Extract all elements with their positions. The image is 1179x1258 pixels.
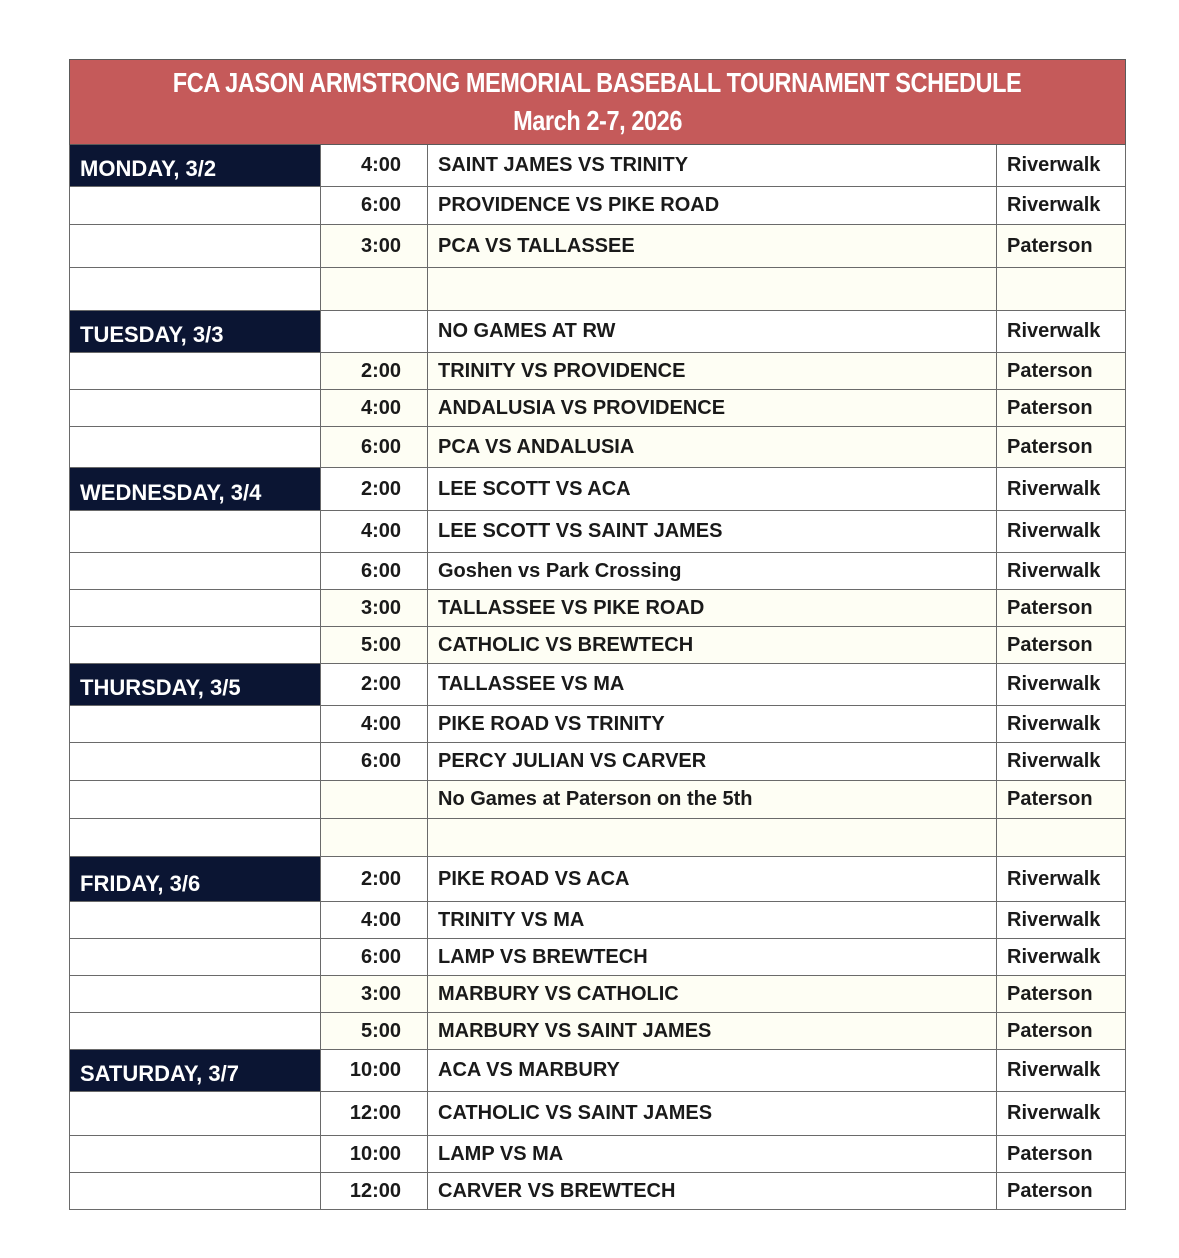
day-cell [69, 706, 320, 742]
matchup-cell [427, 819, 996, 856]
day-cell: FRIDAY, 3/6 [69, 857, 320, 901]
location-cell: Paterson [996, 390, 1126, 426]
schedule-table [69, 59, 1126, 1210]
time-cell: 10:00 [320, 1050, 427, 1091]
location-cell [996, 819, 1126, 856]
time-cell: 2:00 [320, 353, 427, 389]
matchup-cell: PCA VS TALLASSEE [427, 225, 996, 267]
day-cell [69, 590, 320, 626]
matchup-cell: CATHOLIC VS BREWTECH [427, 627, 996, 663]
matchup-cell [427, 268, 996, 310]
matchup-cell: LEE SCOTT VS ACA [427, 468, 996, 510]
matchup-cell: MARBURY VS CATHOLIC [427, 976, 996, 1012]
time-cell: 2:00 [320, 664, 427, 705]
time-cell: 2:00 [320, 857, 427, 901]
location-cell: Riverwalk [996, 468, 1126, 510]
matchup-cell: PERCY JULIAN VS CARVER [427, 743, 996, 780]
location-cell: Paterson [996, 781, 1126, 818]
time-cell: 12:00 [320, 1173, 427, 1209]
schedule-row [69, 939, 1126, 976]
time-cell: 5:00 [320, 1013, 427, 1049]
location-cell: Paterson [996, 627, 1126, 663]
location-cell: Riverwalk [996, 743, 1126, 780]
time-cell: 4:00 [320, 145, 427, 186]
matchup-cell: Goshen vs Park Crossing [427, 553, 996, 589]
location-cell: Paterson [996, 1173, 1126, 1209]
matchup-cell: CARVER VS BREWTECH [427, 1173, 996, 1209]
schedule-row [69, 390, 1126, 427]
schedule-row [69, 1136, 1126, 1173]
schedule-row [69, 706, 1126, 743]
matchup-cell: PIKE ROAD VS TRINITY [427, 706, 996, 742]
matchup-cell: NO GAMES AT RW [427, 311, 996, 352]
location-cell: Riverwalk [996, 511, 1126, 552]
schedule-row [69, 311, 1126, 353]
day-cell [69, 902, 320, 938]
day-cell: THURSDAY, 3/5 [69, 664, 320, 705]
day-cell [69, 511, 320, 552]
schedule-row [69, 1092, 1126, 1136]
location-cell: Paterson [996, 353, 1126, 389]
location-cell: Riverwalk [996, 311, 1126, 352]
time-cell: 5:00 [320, 627, 427, 663]
time-cell: 3:00 [320, 590, 427, 626]
location-cell: Paterson [996, 1136, 1126, 1172]
time-cell: 6:00 [320, 553, 427, 589]
schedule-row [69, 590, 1126, 627]
day-cell: TUESDAY, 3/3 [69, 311, 320, 352]
time-cell: 4:00 [320, 902, 427, 938]
day-cell [69, 225, 320, 267]
schedule-row [69, 857, 1126, 902]
time-cell: 2:00 [320, 468, 427, 510]
matchup-cell: PCA VS ANDALUSIA [427, 427, 996, 467]
matchup-cell: LEE SCOTT VS SAINT JAMES [427, 511, 996, 552]
time-cell: 6:00 [320, 939, 427, 975]
day-cell [69, 1173, 320, 1209]
location-cell: Riverwalk [996, 553, 1126, 589]
time-cell: 10:00 [320, 1136, 427, 1172]
location-cell: Riverwalk [996, 1092, 1126, 1135]
day-cell [69, 819, 320, 856]
time-cell: 4:00 [320, 390, 427, 426]
schedule-row [69, 468, 1126, 511]
schedule-rows [69, 145, 1126, 1210]
schedule-row [69, 427, 1126, 468]
day-cell: MONDAY, 3/2 [69, 145, 320, 186]
schedule-row [69, 187, 1126, 225]
schedule-row [69, 225, 1126, 268]
time-cell: 6:00 [320, 743, 427, 780]
matchup-cell: MARBURY VS SAINT JAMES [427, 1013, 996, 1049]
schedule-row [69, 1050, 1126, 1092]
day-cell [69, 743, 320, 780]
location-cell: Paterson [996, 976, 1126, 1012]
matchup-cell: ACA VS MARBURY [427, 1050, 996, 1091]
day-cell [69, 553, 320, 589]
location-cell: Riverwalk [996, 902, 1126, 938]
schedule-row [69, 781, 1126, 819]
day-cell: WEDNESDAY, 3/4 [69, 468, 320, 510]
day-cell [69, 1136, 320, 1172]
day-cell [69, 427, 320, 467]
matchup-cell: TALLASSEE VS MA [427, 664, 996, 705]
schedule-row [69, 511, 1126, 553]
day-cell [69, 781, 320, 818]
schedule-row [69, 268, 1126, 311]
time-cell: 12:00 [320, 1092, 427, 1135]
location-cell: Paterson [996, 427, 1126, 467]
matchup-cell: LAMP VS MA [427, 1136, 996, 1172]
day-cell [69, 1013, 320, 1049]
schedule-date-range: March 2-7, 2026 [513, 105, 682, 136]
schedule-row [69, 145, 1126, 187]
time-cell [320, 819, 427, 856]
time-cell [320, 311, 427, 352]
matchup-cell: CATHOLIC VS SAINT JAMES [427, 1092, 996, 1135]
schedule-row [69, 743, 1126, 781]
location-cell: Riverwalk [996, 145, 1126, 186]
schedule-row [69, 819, 1126, 857]
day-cell [69, 390, 320, 426]
location-cell: Riverwalk [996, 187, 1126, 224]
matchup-cell: ANDALUSIA VS PROVIDENCE [427, 390, 996, 426]
time-cell: 3:00 [320, 225, 427, 267]
day-cell: SATURDAY, 3/7 [69, 1050, 320, 1091]
matchup-cell: SAINT JAMES VS TRINITY [427, 145, 996, 186]
location-cell [996, 268, 1126, 310]
schedule-row [69, 1013, 1126, 1050]
matchup-cell: PIKE ROAD VS ACA [427, 857, 996, 901]
location-cell: Riverwalk [996, 706, 1126, 742]
matchup-cell: LAMP VS BREWTECH [427, 939, 996, 975]
day-cell [69, 268, 320, 310]
location-cell: Paterson [996, 1013, 1126, 1049]
day-cell [69, 976, 320, 1012]
schedule-row [69, 627, 1126, 664]
location-cell: Paterson [996, 590, 1126, 626]
time-cell: 6:00 [320, 427, 427, 467]
matchup-cell: TRINITY VS PROVIDENCE [427, 353, 996, 389]
matchup-cell: No Games at Paterson on the 5th [427, 781, 996, 818]
schedule-row [69, 1173, 1126, 1210]
schedule-row [69, 553, 1126, 590]
day-cell [69, 1092, 320, 1135]
matchup-cell: PROVIDENCE VS PIKE ROAD [427, 187, 996, 224]
time-cell: 3:00 [320, 976, 427, 1012]
schedule-row [69, 902, 1126, 939]
time-cell: 4:00 [320, 706, 427, 742]
schedule-row [69, 976, 1126, 1013]
location-cell: Riverwalk [996, 1050, 1126, 1091]
matchup-cell: TALLASSEE VS PIKE ROAD [427, 590, 996, 626]
time-cell: 4:00 [320, 511, 427, 552]
time-cell [320, 781, 427, 818]
location-cell: Riverwalk [996, 939, 1126, 975]
location-cell: Riverwalk [996, 664, 1126, 705]
schedule-row [69, 664, 1126, 706]
time-cell: 6:00 [320, 187, 427, 224]
day-cell [69, 939, 320, 975]
time-cell [320, 268, 427, 310]
location-cell: Riverwalk [996, 857, 1126, 901]
schedule-title-banner [69, 59, 1126, 145]
day-cell [69, 187, 320, 224]
schedule-row [69, 353, 1126, 390]
schedule-title: FCA JASON ARMSTRONG MEMORIAL BASEBALL TOURNAMENT SCHEDULE [173, 67, 1022, 98]
day-cell [69, 627, 320, 663]
day-cell [69, 353, 320, 389]
matchup-cell: TRINITY VS MA [427, 902, 996, 938]
location-cell: Paterson [996, 225, 1126, 267]
